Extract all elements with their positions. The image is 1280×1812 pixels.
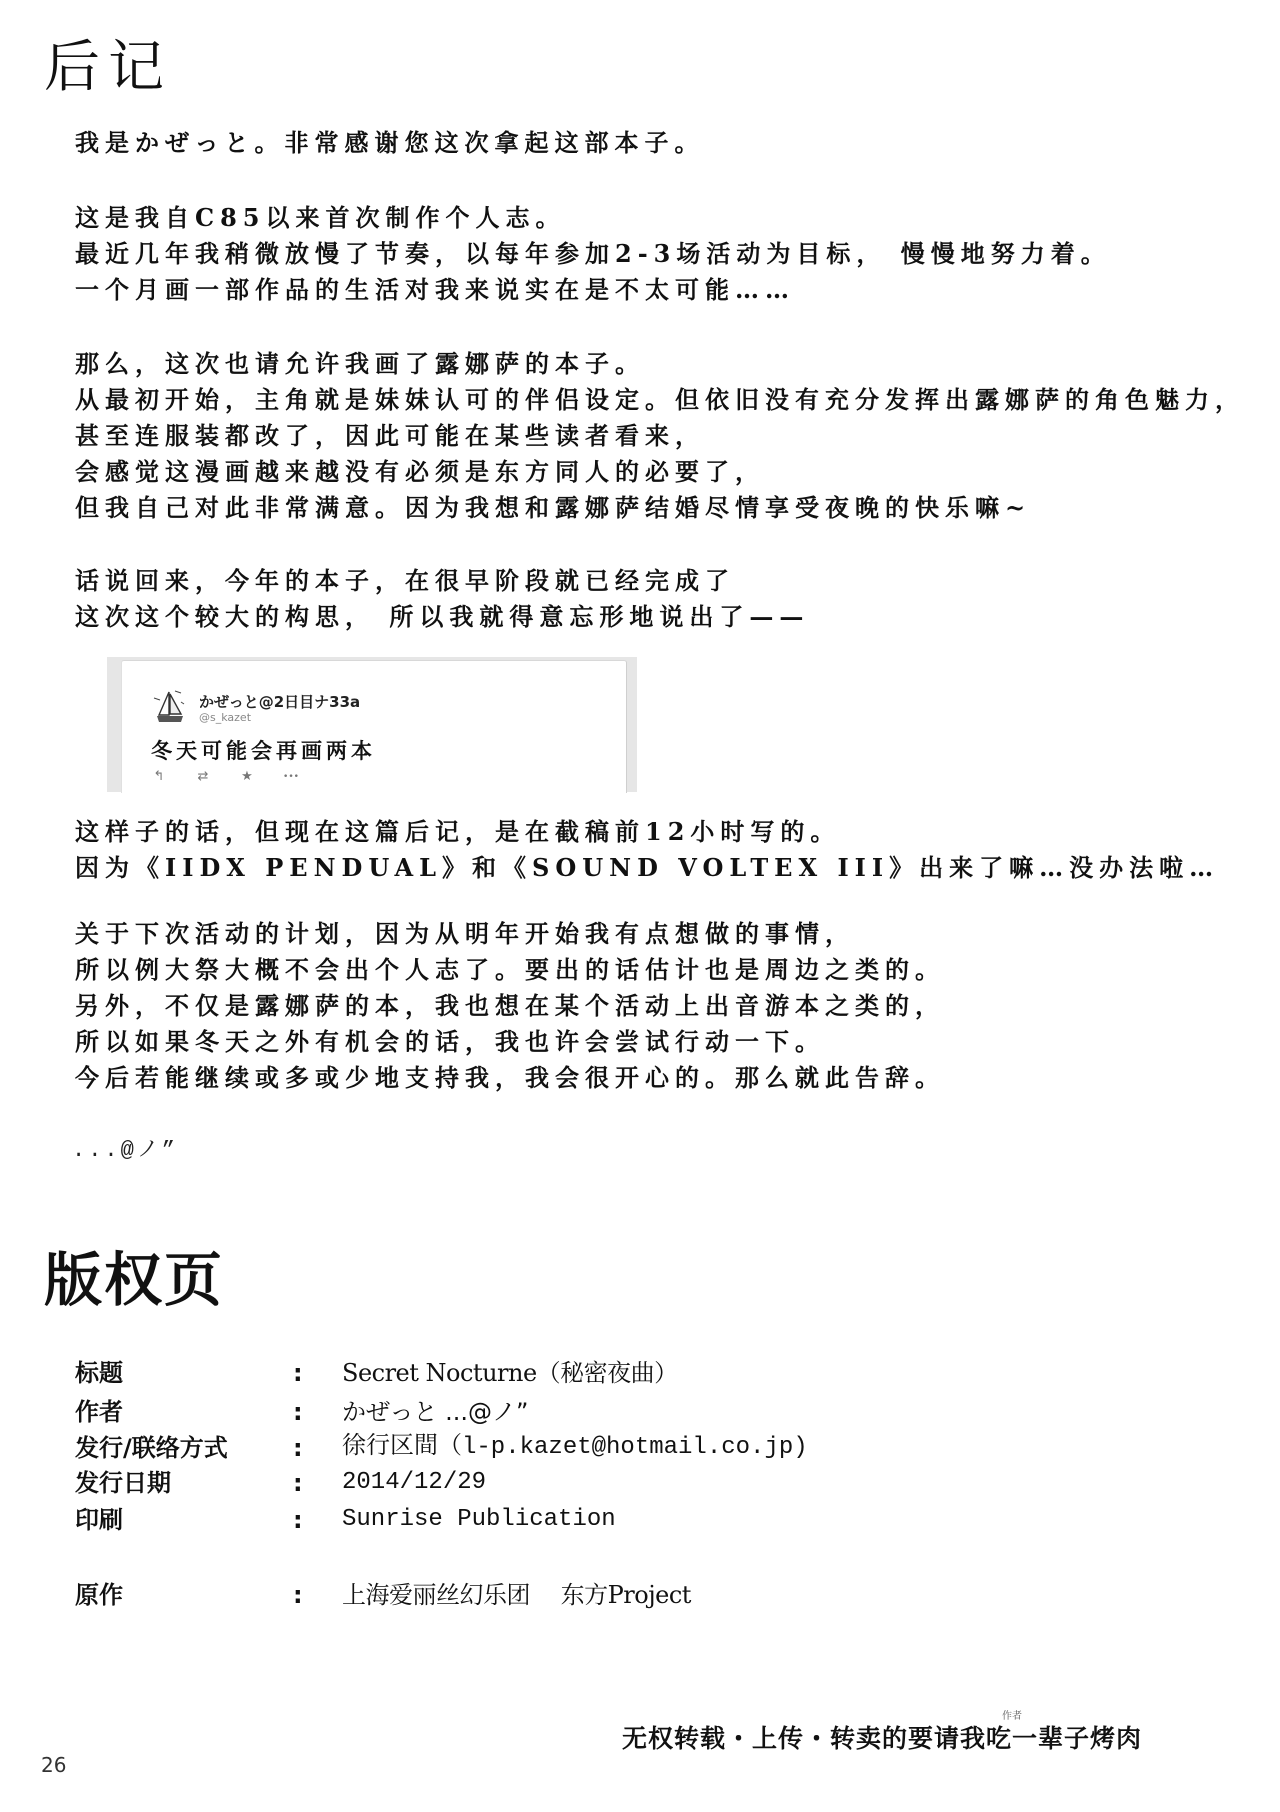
colophon-row-publisher-contact [75, 1432, 1075, 1464]
retweet-icon: ⇄ [197, 769, 209, 784]
row-value: 2014/12/29 [342, 1469, 487, 1496]
afterword-line: 会感觉这漫画越来越没有必须是东方同人的必要了， [75, 457, 765, 486]
tweet-handle: @s_kazet [199, 711, 252, 724]
row-label: 发行/联络方式 [75, 1434, 228, 1462]
row-label: 印刷 [75, 1506, 123, 1534]
row-colon: : [293, 1469, 303, 1497]
favorite-star-icon: ★ [241, 769, 253, 784]
row-label: 作者 [75, 1398, 123, 1426]
colophon-row-publish-date [75, 1467, 1075, 1499]
row-label: 标题 [75, 1359, 123, 1387]
copyright-notice: 无权转载・上传・转卖的要请我吃一辈子烤肉 [622, 1724, 1143, 1753]
afterword-line: 因为《IIDX PENDUAL》和《SOUND VOLTEX III》出来了嘛…没办法啦… [75, 853, 1220, 882]
afterword-line: 另外，不仅是露娜萨的本，我也想在某个活动上出音游本之类的， [75, 991, 945, 1020]
afterword-line: 这样子的话，但现在这篇后记，是在截稿前12小时写的。 [75, 817, 841, 846]
row-colon: : [293, 1434, 303, 1462]
row-label: 发行日期 [75, 1469, 171, 1497]
tweet-text: 冬天可能会再画两本 [151, 739, 376, 763]
row-value: 徐行区間（l-p.kazet@hotmail.co.jp) [342, 1434, 808, 1461]
afterword-line: 但我自己对此非常满意。因为我想和露娜萨结婚尽情享受夜晚的快乐嘛~ [75, 493, 1032, 522]
sailboat-icon [151, 688, 189, 726]
row-colon: : [293, 1581, 303, 1609]
afterword-line: 所以例大祭大概不会出个人志了。要出的话估计也是周边之类的。 [75, 955, 945, 984]
tweet-screenshot [107, 657, 637, 792]
row-value: かぜっと ...@ノ” [342, 1398, 529, 1426]
afterword-line: 所以如果冬天之外有机会的话，我也许会尝试行动一下。 [75, 1027, 825, 1056]
reply-icon: ↰ [153, 769, 165, 784]
afterword-line: 关于下次活动的计划，因为从明年开始我有点想做的事情， [75, 919, 855, 948]
colophon-heading: 版权页 [44, 1246, 225, 1314]
row-colon: : [293, 1398, 303, 1426]
row-colon: : [293, 1506, 303, 1534]
ruby-annotation: 作者 [1002, 1711, 1022, 1722]
afterword-line: 今后若能继续或多或少地支持我，我会很开心的。那么就此告辞。 [75, 1063, 945, 1092]
colophon-row-author [75, 1396, 1075, 1428]
afterword-line: 话说回来，今年的本子，在很早阶段就已经完成了 [75, 566, 735, 595]
afterword-line: 最近几年我稍微放慢了节奏，以每年参加2-3场活动为目标， 慢慢地努力着。 [75, 239, 1111, 268]
page-number: 26 [41, 1753, 67, 1777]
tweet-card [121, 660, 627, 793]
afterword-heading: 后记 [44, 35, 172, 100]
afterword-line: 这次这个较大的构思， 所以我就得意忘形地说出了—— [75, 602, 810, 631]
tweet-display-name: かぜっと@2日目ナ33a [199, 693, 361, 711]
afterword-line: 一个月画一部作品的生活对我来说实在是不太可能…… [75, 275, 795, 304]
row-colon: : [293, 1359, 303, 1387]
author-signature: ...@ノ” [72, 1138, 179, 1163]
colophon-row-printer [75, 1504, 1075, 1536]
colophon-row-title [75, 1357, 1075, 1389]
tweet-actions [151, 769, 299, 785]
afterword-line: 甚至连服装都改了，因此可能在某些读者看来， [75, 421, 705, 450]
more-icon: ••• [283, 772, 299, 782]
row-value: 上海爱丽丝幻乐团 东方Project [342, 1581, 691, 1609]
colophon-row-original-work [75, 1579, 1075, 1611]
row-label: 原作 [75, 1581, 123, 1609]
row-value: Sunrise Publication [342, 1506, 616, 1533]
afterword-line: 从最初开始，主角就是妹妹认可的伴侣设定。但依旧没有充分发挥出露娜萨的角色魅力， [75, 385, 1245, 414]
afterword-line: 这是我自C85以来首次制作个人志。 [75, 203, 566, 232]
afterword-line: 那么，这次也请允许我画了露娜萨的本子。 [75, 349, 645, 378]
row-value: Secret Nocturne（秘密夜曲） [342, 1359, 678, 1387]
afterword-line: 我是かぜっと。非常感谢您这次拿起这部本子。 [75, 128, 705, 157]
